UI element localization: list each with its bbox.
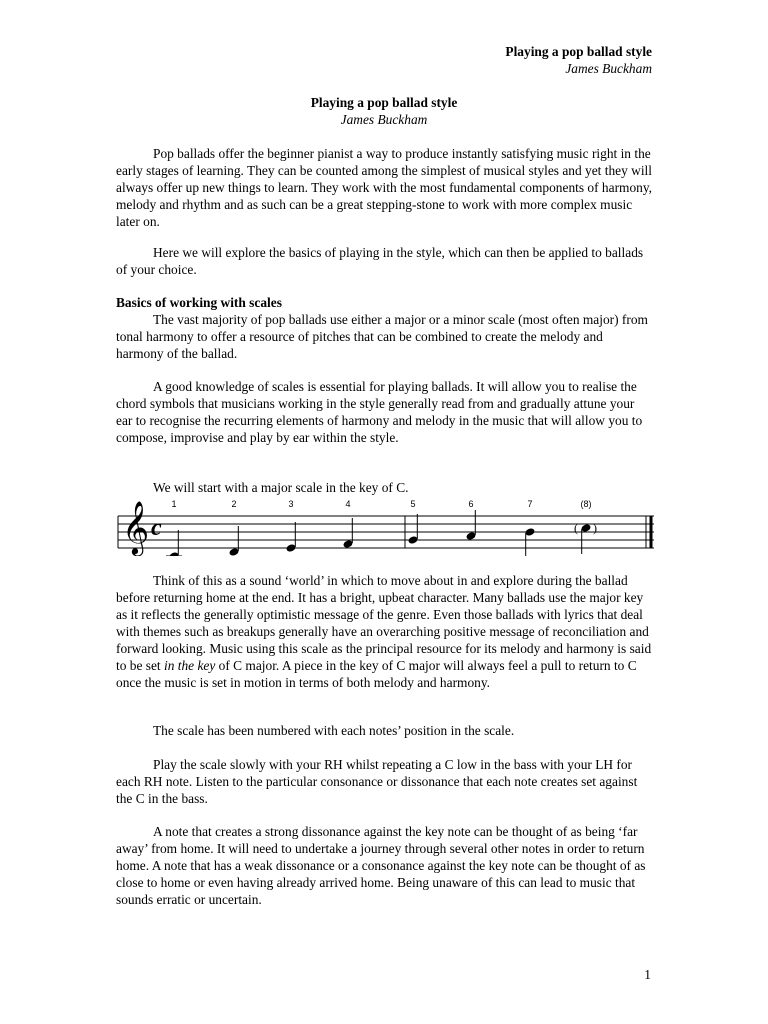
scale-degree-label: 6 [468, 499, 474, 509]
paragraph-play: Play the scale slowly with your RH whilst repeating a C low in the bass with your LH for each RH note. Listen to the particular consonance or dissonance that each note creates set against the C in the bass. [116, 757, 638, 806]
document-author: James Buckham [340, 112, 428, 127]
section-numbered [116, 722, 652, 739]
scale-note [228, 526, 239, 556]
paragraph-start: We will start with a major scale in the key of C. [153, 480, 409, 495]
paragraph-explore: Here we will explore the basics of playing in the style, which can then be applied to ballads of your choice. [116, 245, 644, 277]
scale-note [574, 521, 597, 554]
scale-degree-label: 3 [288, 499, 294, 509]
treble-clef-icon: 𝄞 [122, 500, 150, 554]
c-major-scale-staff [116, 496, 656, 556]
section-play [116, 756, 652, 807]
scale-note [342, 518, 353, 549]
page-number: 1 [644, 967, 651, 982]
paragraph-dissonance: A note that creates a strong dissonance against the key note can be thought of as being ‘far away’ from home. It will need to undertake a journey through several other notes in order to return home. A note that has a weak dissonance or a consonance against the key note can be thought of as close to home or even having already arrived home. Being unaware of this can lead to music that sounds erratic or uncertain. [116, 824, 646, 907]
running-header-title: Playing a pop ballad style [505, 44, 652, 59]
paragraph-numbered: The scale has been numbered with each notes’ position in the scale. [153, 723, 515, 738]
scale-note [407, 514, 418, 545]
scale-notes [166, 510, 597, 556]
scale-note [465, 510, 476, 541]
section-dissonance [116, 823, 652, 908]
section-heading: Basics of working with scales [116, 295, 282, 310]
scale-degree-labels [171, 499, 591, 509]
paragraph-scales: The vast majority of pop ballads use either a major or a minor scale (most often major) from tonal harmony to offer a resource of pitches that can be combined to create the melody and harmony of the ballad. [116, 312, 648, 361]
document-title-block [0, 94, 768, 128]
document-title: Playing a pop ballad style [310, 95, 458, 110]
section-start [116, 479, 652, 496]
section-explore [116, 244, 652, 278]
scale-degree-label: 4 [345, 499, 351, 509]
scale-note [285, 522, 296, 553]
paragraph-intro: Pop ballads offer the beginner pianist a way to produce instantly satisfying music right in the early stages of learning. They can be counted among the simplest of musical styles and yet they will always offer up new things to learn. They work with the most fundamental components of harmony, melody and rhythm and as such can be a great stepping-stone to work with more complex music later on. [116, 146, 653, 229]
scale-note [524, 527, 535, 556]
scale-note [166, 530, 182, 556]
section-intro [116, 145, 652, 230]
note-parenthesis: ( [574, 521, 578, 535]
paragraph-world-a: Think of this as a sound ‘world’ in which to move about in and explore during the ballad before returning home at the end. It has a bright, upbeat character. Many ballads use the major key as it reflects the generally optimistic message of the genre. Even those ballads with lyrics that deal with themes such as breakups generally have an overarching positive message of reconciliation and forward looking. Music using this scale as the principal resource for its melody and harmony is said to be set [116, 573, 652, 673]
note-parenthesis: ) [593, 521, 597, 535]
scale-degree-label: 1 [171, 499, 177, 509]
paragraph-world-emphasis: in the key [163, 658, 216, 673]
section-knowledge [116, 378, 652, 446]
scale-degree-label: 7 [527, 499, 533, 509]
paragraph-world-b: of C major. A piece in the key of C major will always feel a pull to return to C once the music is set in motion in terms of both melody and harmony. [116, 658, 637, 690]
scale-degree-label: 2 [231, 499, 237, 509]
scale-degree-label: (8) [580, 499, 592, 509]
section-world [116, 572, 652, 691]
paragraph-knowledge: A good knowledge of scales is essential for playing ballads. It will allow you to realise the chord symbols that musicians working in the style generally read from and gradually attune your ear to recognise the recurring elements of harmony and melody in the music that will allow you to compose, improvise and play by ear within the style. [116, 379, 643, 445]
paragraph-world [116, 572, 652, 691]
section-scales [116, 294, 652, 362]
scale-degree-label: 5 [410, 499, 416, 509]
running-header [505, 43, 652, 77]
running-header-author: James Buckham [565, 61, 652, 76]
time-signature: c [151, 515, 162, 541]
